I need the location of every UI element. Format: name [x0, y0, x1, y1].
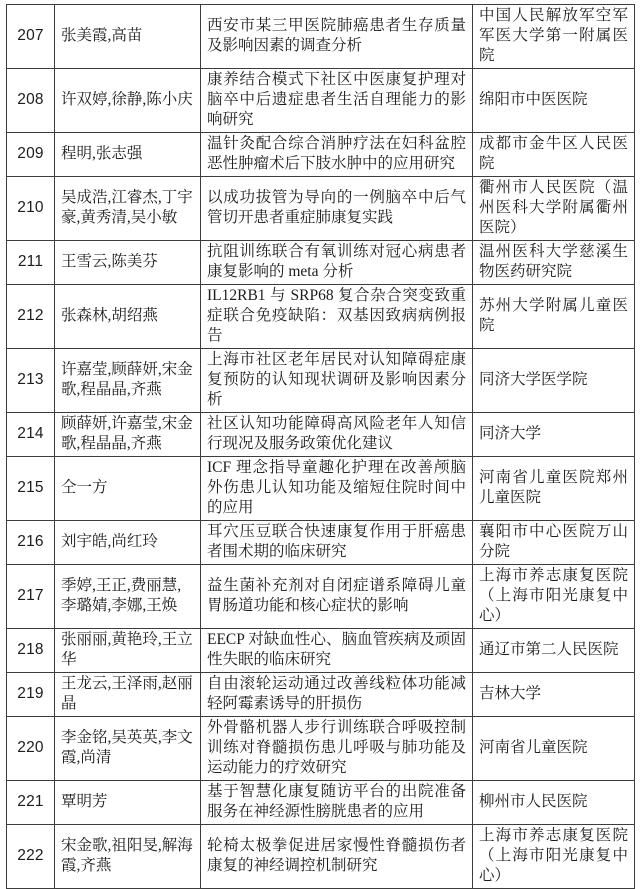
table-row: [7, 177, 635, 241]
row-title: 社区认知功能障碍高风险老年人知信行现况及服务政策优化建议: [201, 413, 473, 457]
table-row: [7, 717, 635, 781]
row-authors: 覃明芳: [55, 781, 201, 825]
row-number: 213: [7, 349, 55, 413]
row-institution: 苏州大学附属儿童医院: [473, 285, 635, 349]
row-number: 222: [7, 825, 55, 889]
row-institution: 衢州市人民医院（温州医科大学附属衢州医院）: [473, 177, 635, 241]
table-body: [7, 5, 635, 889]
row-number: 214: [7, 413, 55, 457]
row-number: 218: [7, 629, 55, 673]
row-number: 216: [7, 521, 55, 565]
row-authors: 许嘉莹,顾薛妍,宋金歌,程晶晶,齐燕: [55, 349, 201, 413]
row-authors: 李金铭,吴英英,李文霞,尚清: [55, 717, 201, 781]
row-institution: 成都市金牛区人民医院: [473, 133, 635, 177]
row-number: 217: [7, 565, 55, 629]
table-row: [7, 285, 635, 349]
table-row: [7, 565, 635, 629]
row-authors: 王龙云,王泽雨,赵丽晶: [55, 673, 201, 717]
papers-table: [6, 4, 635, 889]
table-row: [7, 69, 635, 133]
table-row: [7, 5, 635, 69]
row-institution: 上海市养志康复医院（上海市阳光康复中心）: [473, 565, 635, 629]
row-institution: 通辽市第二人民医院: [473, 629, 635, 673]
row-institution: 绵阳市中医医院: [473, 69, 635, 133]
row-title: IL12RB1 与 SRP68 复合杂合突变致重症联合免疫缺陷：双基因致病病例报告: [201, 285, 473, 349]
row-institution: 襄阳市中心医院万山分院: [473, 521, 635, 565]
row-authors: 张森林,胡绍燕: [55, 285, 201, 349]
row-title: 康养结合模式下社区中医康复护理对脑卒中后遗症患者生活自理能力的影响研究: [201, 69, 473, 133]
table-row: [7, 413, 635, 457]
row-title: EECP 对缺血性心、脑血管疾病及顽固性失眠的临床研究: [201, 629, 473, 673]
row-title: 耳穴压豆联合快速康复作用于肝癌患者围术期的临床研究: [201, 521, 473, 565]
row-institution: 柳州市人民医院: [473, 781, 635, 825]
row-institution: 河南省儿童医院郑州儿童医院: [473, 457, 635, 521]
table-row: [7, 781, 635, 825]
row-authors: 许双婷,徐静,陈小庆: [55, 69, 201, 133]
table-row: [7, 673, 635, 717]
row-number: 215: [7, 457, 55, 521]
row-title: 抗阻训练联合有氧训练对冠心病患者康复影响的 meta 分析: [201, 241, 473, 285]
row-title: 上海市社区老年居民对认知障碍症康复预防的认知现状调研及影响因素分析: [201, 349, 473, 413]
table-row: [7, 521, 635, 565]
row-institution: 上海市养志康复医院（上海市阳光康复中心）: [473, 825, 635, 889]
row-title: 自由滚轮运动通过改善线粒体功能减轻阿霉素诱导的肝损伤: [201, 673, 473, 717]
row-title: 基于智慧化康复随访平台的出院准备服务在神经源性膀胱患者的应用: [201, 781, 473, 825]
row-title: 轮椅太极拳促进居家慢性脊髓损伤者康复的神经调控机制研究: [201, 825, 473, 889]
table-row: [7, 241, 635, 285]
row-authors: 仝一方: [55, 457, 201, 521]
row-number: 211: [7, 241, 55, 285]
table-row: [7, 349, 635, 413]
row-institution: 中国人民解放军空军军医大学第一附属医院: [473, 5, 635, 69]
row-institution: 同济大学医学院: [473, 349, 635, 413]
row-authors: 刘宇皓,尚红玲: [55, 521, 201, 565]
row-institution: 吉林大学: [473, 673, 635, 717]
row-authors: 季婷,王正,费丽慧,李璐婧,李娜,王焕: [55, 565, 201, 629]
row-title: 西安市某三甲医院肺癌患者生存质量及影响因素的调查分析: [201, 5, 473, 69]
row-authors: 宋金歌,祖阳旻,解海霞,齐燕: [55, 825, 201, 889]
row-title: 益生菌补充剂对自闭症谱系障碍儿童胃肠道功能和核心症状的影响: [201, 565, 473, 629]
row-authors: 张美霞,高苗: [55, 5, 201, 69]
row-number: 219: [7, 673, 55, 717]
row-number: 209: [7, 133, 55, 177]
row-authors: 顾薛妍,许嘉莹,宋金歌,程晶晶,齐燕: [55, 413, 201, 457]
row-number: 207: [7, 5, 55, 69]
row-authors: 张丽丽,黄艳玲,王立华: [55, 629, 201, 673]
row-title: 温针灸配合综合消肿疗法在妇科盆腔恶性肿瘤术后下肢水肿中的应用研究: [201, 133, 473, 177]
row-number: 208: [7, 69, 55, 133]
row-institution: 温州医科大学慈溪生物医药研究院: [473, 241, 635, 285]
row-number: 220: [7, 717, 55, 781]
row-number: 210: [7, 177, 55, 241]
row-title: ICF 理念指导童趣化护理在改善颅脑外伤患儿认知功能及缩短住院时间中的应用: [201, 457, 473, 521]
row-institution: 河南省儿童医院: [473, 717, 635, 781]
table-row: [7, 629, 635, 673]
table-row: [7, 457, 635, 521]
row-authors: 王雪云,陈美芬: [55, 241, 201, 285]
row-title: 外骨骼机器人步行训练联合呼吸控制训练对脊髓损伤患儿呼吸与肺功能及运动能力的疗效研究: [201, 717, 473, 781]
row-title: 以成功拔管为导向的一例脑卒中后气管切开患者重症肺康复实践: [201, 177, 473, 241]
row-number: 221: [7, 781, 55, 825]
row-authors: 程明,张志强: [55, 133, 201, 177]
table-row: [7, 133, 635, 177]
row-authors: 吴成浩,江睿杰,丁宇豪,黄秀清,吴小敏: [55, 177, 201, 241]
row-institution: 同济大学: [473, 413, 635, 457]
table-row: [7, 825, 635, 889]
row-number: 212: [7, 285, 55, 349]
